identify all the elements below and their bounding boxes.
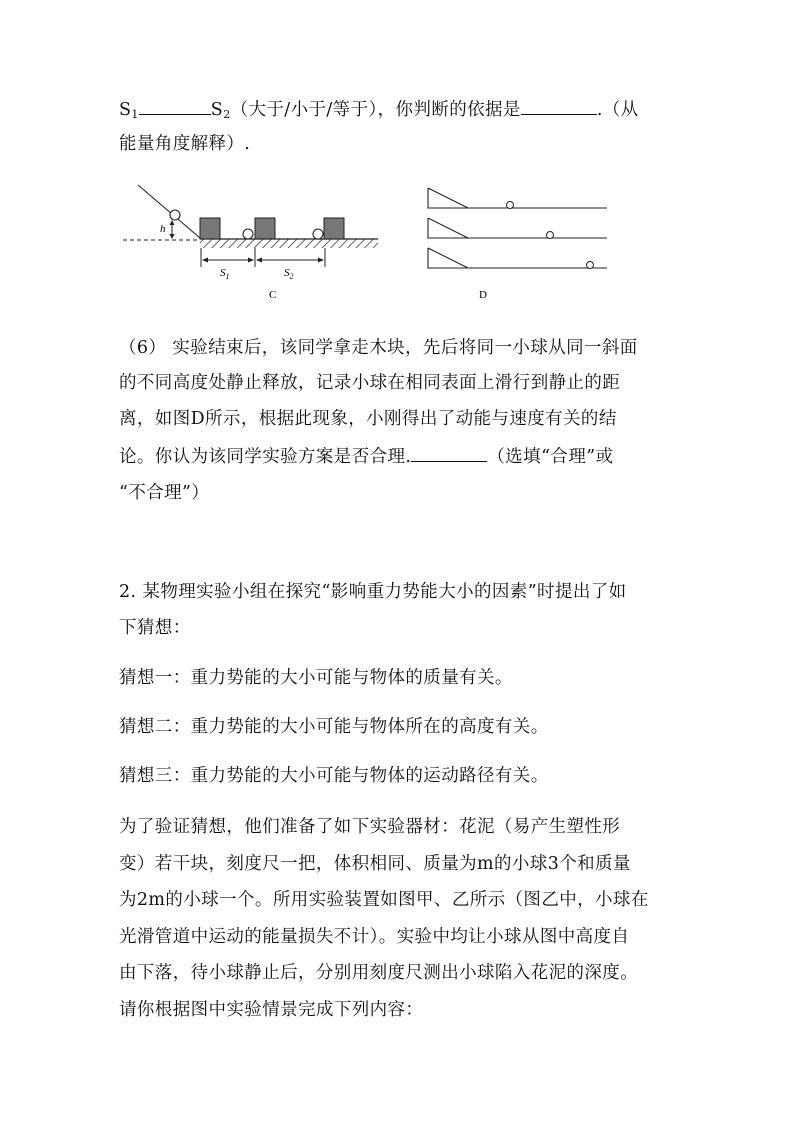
q6-line-3: 离，如图D所示，根据此现象，小刚得出了动能与速度有关的结 [119, 409, 617, 429]
experiment-figure [118, 180, 618, 305]
height-arrow-head-bottom [170, 234, 175, 239]
caption-c: C [269, 289, 277, 301]
blank-reason [521, 97, 597, 115]
compare-options-text: （大于/小于/等于），你判断的依据是 [230, 100, 521, 120]
guess-1: 猜想一：重力势能的大小可能与物体的质量有关。 [119, 668, 513, 688]
guess-2: 猜想二：重力势能的大小可能与物体所在的高度有关。 [119, 717, 549, 737]
wood-block-2 [255, 218, 275, 239]
figure-d [428, 188, 607, 301]
answer-line-2: 能量角度解释）. [119, 134, 251, 154]
ramp-1 [428, 188, 468, 208]
s1-arrow-left [202, 258, 208, 263]
figure-c [123, 185, 378, 301]
ramp-2 [428, 218, 468, 238]
incline-line [138, 185, 200, 238]
q6-line-5: “不合理”） [119, 483, 210, 503]
s2-arrow-left [256, 258, 262, 263]
ball-position-1 [243, 229, 253, 239]
distance-s1-label: $S_1$ [220, 267, 230, 281]
q2-para-line-2: 变）若干块，刻度尺一把，体积相同、质量为m的小球3个和质量 [119, 854, 631, 874]
q2-line-2: 下猜想： [119, 618, 191, 638]
s2-subscript: 2 [223, 108, 231, 121]
wood-block-1 [200, 218, 220, 239]
ramp-3 [428, 248, 468, 268]
q2-para-line-5: 由下落，待小球静止后，分别用刻度尺测出小球陷入花泥的深度。 [119, 963, 639, 983]
ball-position-2 [313, 229, 323, 239]
ball-d-3 [587, 262, 594, 269]
height-arrow-head-top [170, 220, 175, 225]
answer-line-s1-s2 [119, 97, 639, 127]
wood-block-3 [324, 218, 344, 239]
q2-line-1: 2. 某物理实验小组在探究“影响重力势能大小的因素”时提出了如 [119, 582, 627, 602]
s1-symbol: S [119, 100, 132, 120]
blank-reasonable [411, 444, 487, 462]
q6-line-2: 的不同高度处静止释放，记录小球在相同表面上滑行到静止的距 [119, 373, 621, 393]
q2-para-line-1: 为了验证猜想，他们准备了如下实验器材：花泥（易产生塑性形 [119, 817, 621, 837]
s2-symbol: S [210, 100, 224, 120]
q6-line-4 [119, 444, 613, 469]
q6-line-1: （6） 实验结束后，该同学拿走木块，先后将同一小球从同一斜面 [119, 338, 638, 358]
ball-on-incline [170, 210, 180, 220]
q6-options-text: （选填“合理”或 [487, 447, 614, 467]
energy-hint-text: .（从 [596, 100, 639, 120]
distance-s2-label: $S_2$ [284, 267, 294, 281]
ball-d-1 [507, 202, 514, 209]
ground-hatching [200, 239, 378, 248]
s1-arrow-right [248, 258, 254, 263]
s1-subscript: 1 [131, 108, 139, 121]
guess-3: 猜想三：重力势能的大小可能与物体的运动路径有关。 [119, 766, 549, 786]
q2-para-line-6: 请你根据图中实验情景完成下列内容： [119, 1000, 424, 1020]
s2-arrow-right [318, 258, 324, 263]
q2-para-line-4: 光滑管道中运动的能量损失不计）。实验中均让小球从图中高度自 [119, 927, 630, 947]
q2-para-line-3: 为2m的小球一个。所用实验装置如图甲、乙所示（图乙中，小球在 [119, 890, 649, 910]
q6-question-text: 论。你认为该同学实验方案是否合理. [119, 447, 412, 467]
height-label: h [160, 223, 166, 235]
blank-s1-s2 [139, 97, 211, 115]
caption-d: D [479, 289, 487, 301]
ball-d-2 [547, 232, 554, 239]
